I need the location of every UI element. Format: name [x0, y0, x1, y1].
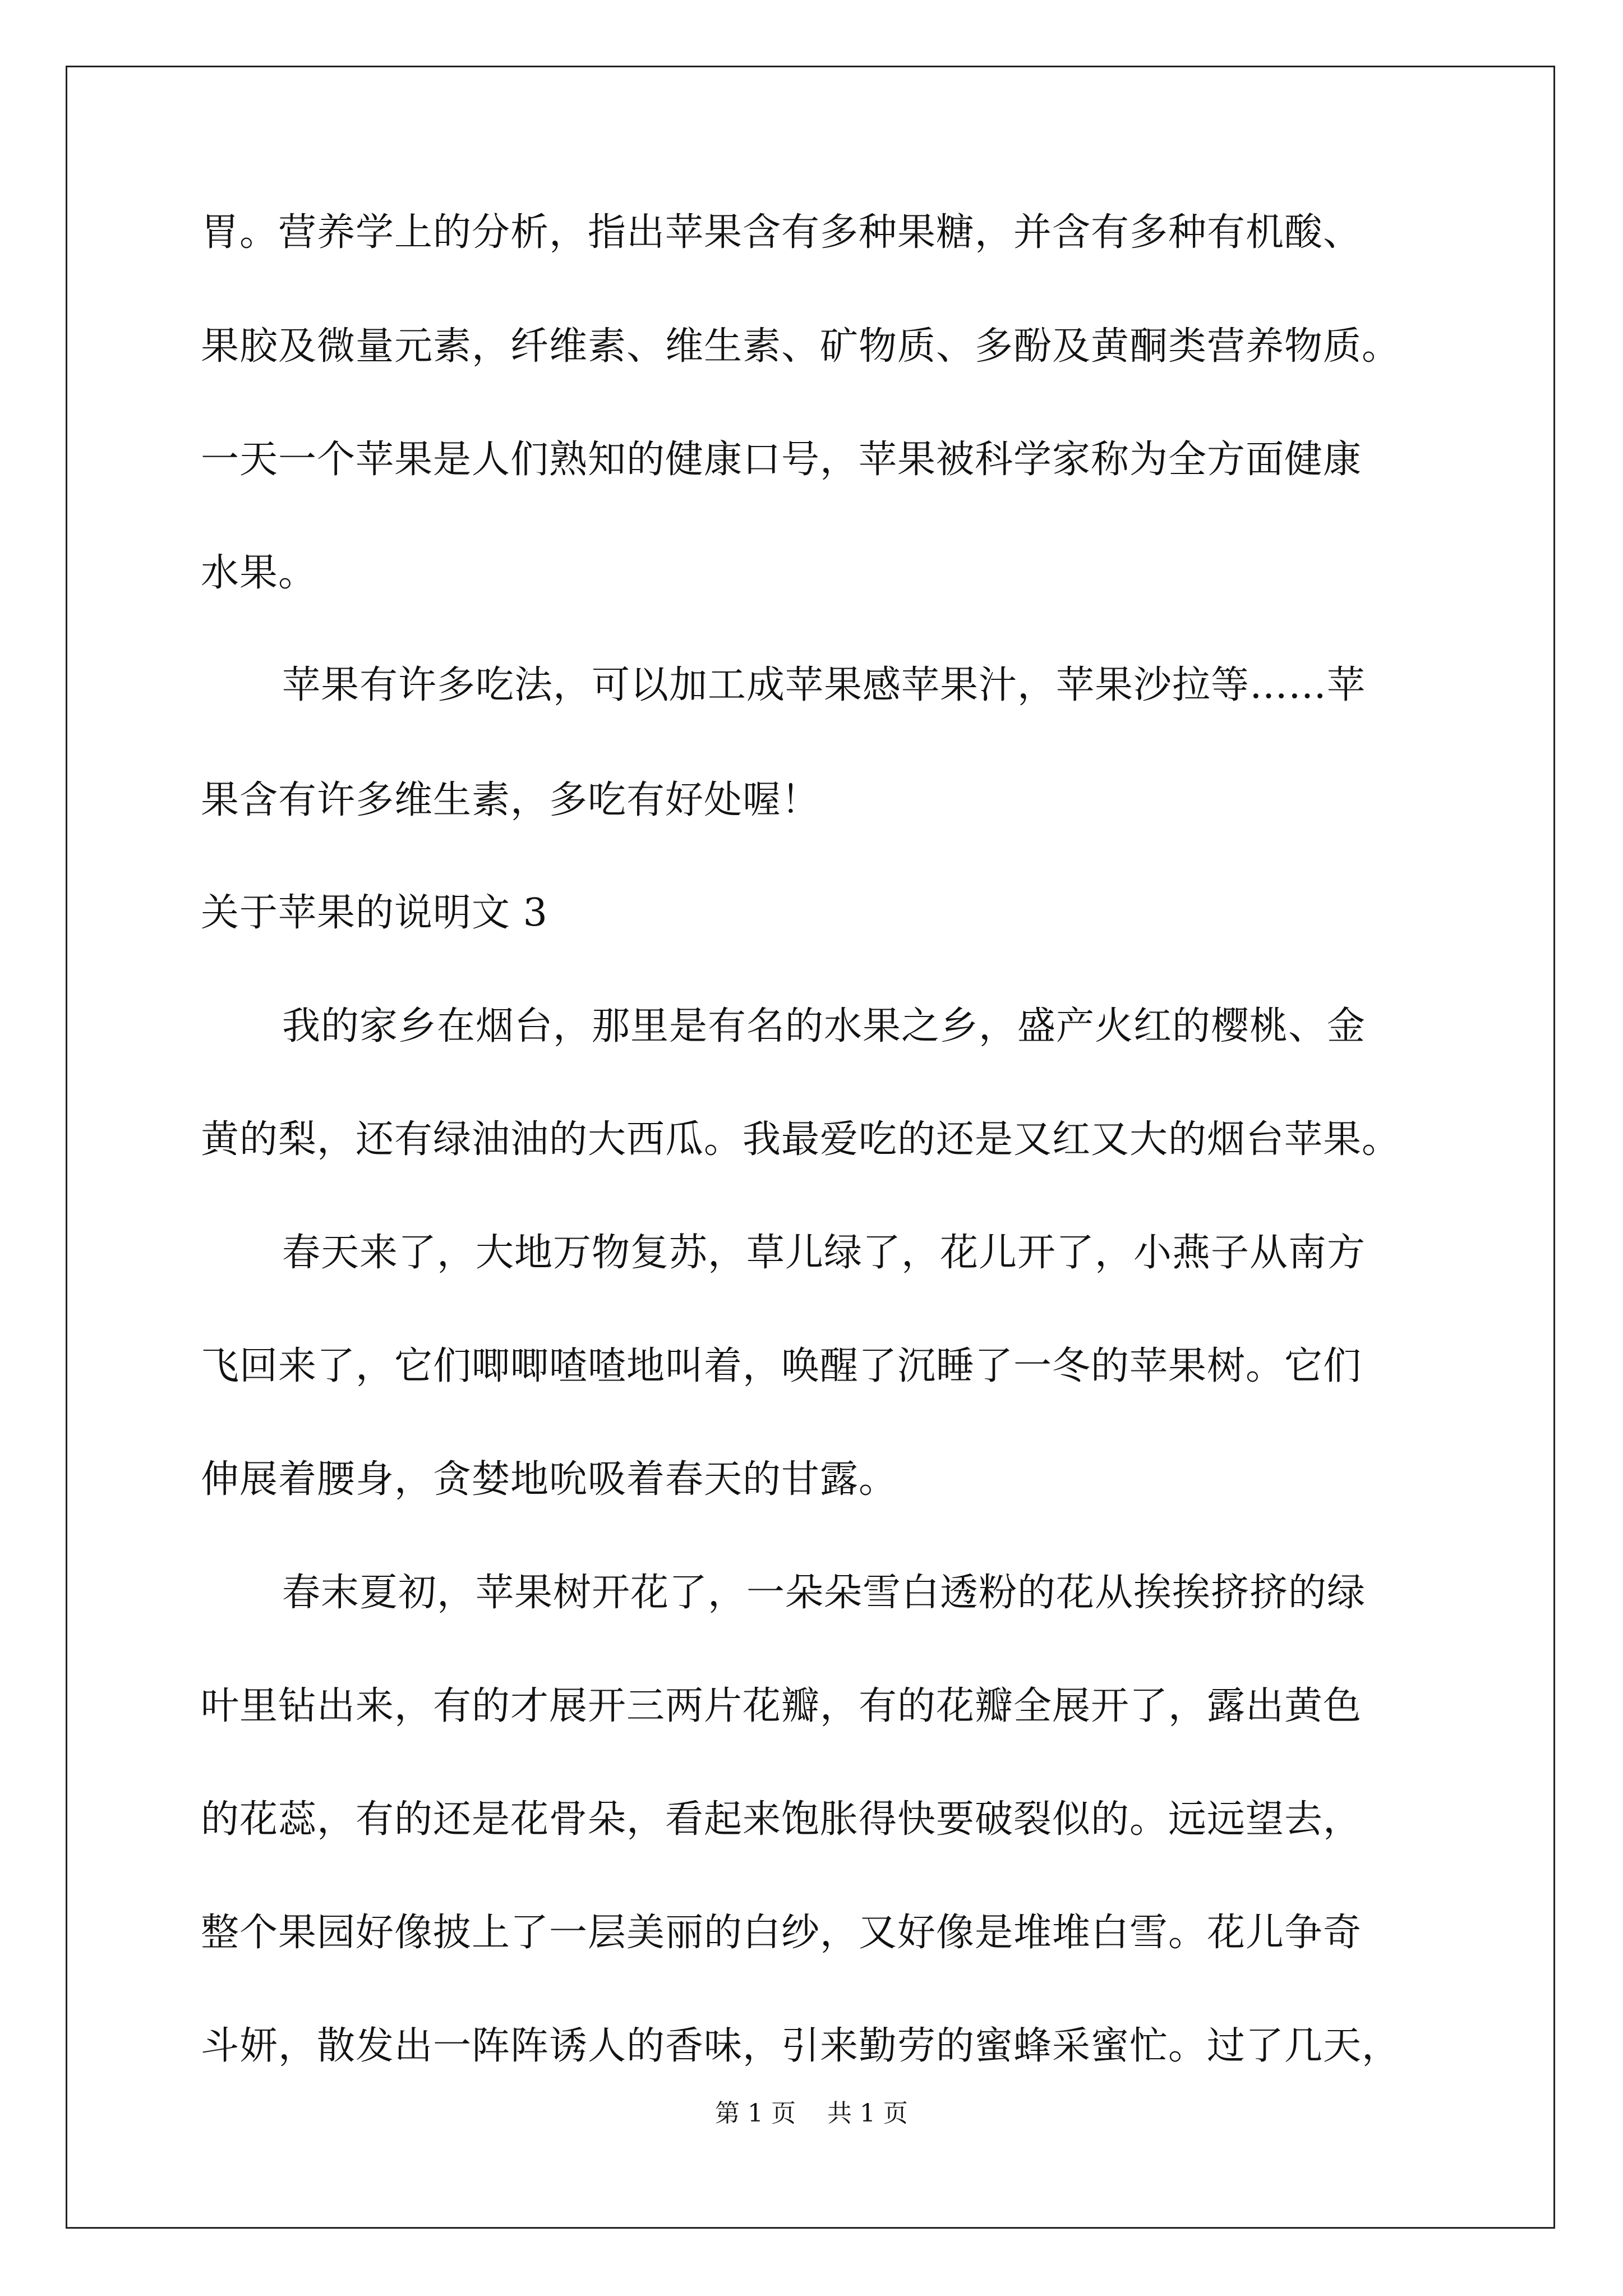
text-line: 飞回来了，它们唧唧喳喳地叫着，唤醒了沉睡了一冬的苹果树。它们: [201, 1344, 1362, 1388]
text-line: 胃。营养学上的分析，指出苹果含有多种果糖，并含有多种有机酸、: [201, 210, 1362, 255]
text-line: 斗妍，散发出一阵阵诱人的香味，引来勤劳的蜜蜂采蜜忙。过了几天，: [201, 2024, 1401, 2068]
page-footer: 第 1 页 共 1 页: [715, 2099, 908, 2128]
text-line: 果含有许多维生素，多吃有好处喔！: [201, 778, 820, 822]
text-line: 我的家乡在烟台，那里是有名的水果之乡，盛产火红的樱桃、金: [282, 1004, 1366, 1048]
text-line: 黄的梨，还有绿油油的大西瓜。我最爱吃的还是又红又大的烟台苹果。: [201, 1117, 1401, 1162]
text-line: 果胶及微量元素，纤维素、维生素、矿物质、多酚及黄酮类营养物质。: [201, 324, 1401, 369]
text-line: 苹果有许多吃法，可以加工成苹果感苹果汁，苹果沙拉等……苹: [282, 663, 1366, 707]
text-line: 伸展着腰身，贪婪地吮吸着春天的甘露。: [201, 1457, 898, 1502]
section-heading: 关于苹果的说明文 3: [201, 891, 548, 935]
text-line: 一天一个苹果是人们熟知的健康口号，苹果被科学家称为全方面健康: [201, 438, 1362, 482]
text-line: 水果。: [201, 551, 317, 595]
text-line: 的花蕊，有的还是花骨朵，看起来饱胀得快要破裂似的。远远望去，: [201, 1797, 1362, 1842]
text-line: 整个果园好像披上了一层美丽的白纱，又好像是堆堆白雪。花儿争奇: [201, 1911, 1362, 1955]
text-line: 叶里钻出来，有的才展开三两片花瓣，有的花瓣全展开了，露出黄色: [201, 1684, 1362, 1728]
text-line: 春末夏初，苹果树开花了，一朵朵雪白透粉的花从挨挨挤挤的绿: [282, 1571, 1366, 1615]
text-line: 春天来了，大地万物复苏，草儿绿了，花儿开了，小燕子从南方: [282, 1231, 1366, 1275]
